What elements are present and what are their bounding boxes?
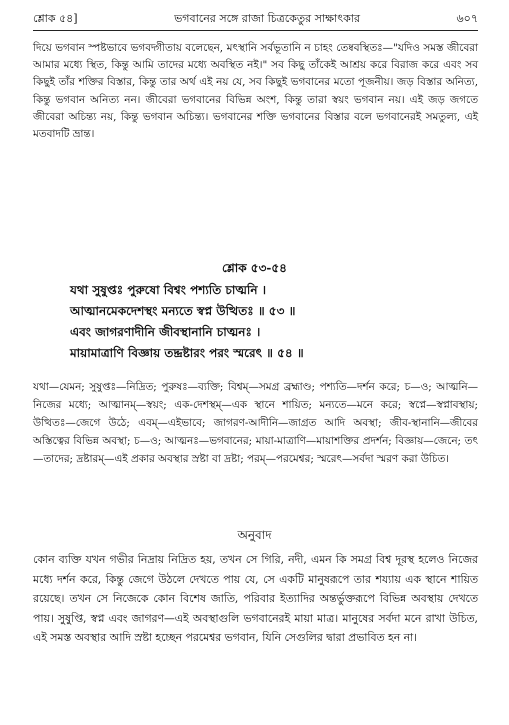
purport-paragraph: দিয়ে ভগবান স্পষ্টভাবে ভগবদ্গীতায় বলেছেন, মৎস্থানি সর্বভূতানি ন চাহং তেষ্ববস্থিতঃ—"যদিও সমস্ত জীবেরা আমার মধ্যে স্থিত, কিন্তু আমি তাদের মধ্যে অবস্থিত নই।" সব কিছু তাঁকেই আশ্রয় করে বিরাজ করে এবং সব কিছুই তাঁর শক্তির বিস্তার, কিন্তু তার অর্থ এই নয় যে, সব কিছুই ভগবানের মতো পূজনীয়। জড় বিস্তার অনিত্য, কিন্তু ভগবান অনিত্য নন। জীবেরা ভগবানের বিভিন্ন অংশ, কিন্তু তারা স্বয়ং ভগবান নয়। এই জড় জগতে জীবেরা অচিন্ত্য নয়, কিন্তু ভগবান অচিন্ত্য। ভগবানের শক্তি ভগবানের বিস্তার বলে ভগবানেরই সমতুল্য, এই মতবাদটি ভ্রান্ত। xyxy=(33,42,478,141)
translation-paragraph: কোন ব্যক্তি যখন গভীর নিদ্রায় নিদ্রিত হয়, তখন সে গিরি, নদী, এমন কি সমগ্র বিশ্ব দূরস্থ হলেও নিজের মধ্যে দর্শন করে, কিন্তু জেগে উঠলে দেখতে পায় যে, সে একটি মানুষরূপে তার শয্যায় এক স্থানে শায়িত রয়েছে। তখন সে নিজেকে কোন বিশেষ জাতি, পরিবার ইত্যাদির অন্তর্ভুক্তরূপে বিভিন্ন অবস্থায় দেখতে পায়। সুষুপ্তি, স্বপ্ন এবং জাগরণ—এই অবস্থাগুলি ভগবানেরই মায়া মাত্র। মানুষের সর্বদা মনে রাখা উচিত, এই সমস্ত অবস্থার আদি স্রষ্টা হচ্ছেন পরমেশ্বর ভগবান, যিনি সেগুলির দ্বারা প্রভাবিত হন না। xyxy=(33,553,478,644)
header-verse-ref: শ্লোক ৫৪] xyxy=(33,12,78,25)
page-number: ৬০৭ xyxy=(456,12,478,25)
sanskrit-verse xyxy=(70,280,479,364)
verse-line: আত্মানমেকদেশস্থং মন্যতে স্বপ্ন উত্থিতঃ ॥ ৫৩ ॥ xyxy=(70,304,296,318)
shloka-heading: শ্লোক ৫৩-৫৪ xyxy=(222,261,287,275)
verse-line: এবং জাগরণাদীনি জীবস্থানানি চাত্মনঃ । xyxy=(70,325,261,339)
verse-line: মায়ামাত্রাণি বিজ্ঞায় তদ্দ্রষ্টারং পরং স্মরেৎ ॥ ৫৪ ॥ xyxy=(70,346,304,360)
header-rule xyxy=(33,30,478,31)
running-header xyxy=(33,10,478,29)
verse-line: যথা সুষুপ্তঃ পুরুষো বিশ্বং পশ্যতি চাত্মনি । xyxy=(70,283,267,297)
word-synonyms: যথা—যেমন; সুষুপ্তঃ—নিদ্রিত; পুরুষঃ—ব্যক্তি; বিশ্বম্—সমগ্র ব্রহ্মাণ্ড; পশ্যতি—দর্শন করে; চ—ও; আত্মনি—নিজের মধ্যে; আত্মানম্—স্বয়ং; এক-দেশস্থম্—এক স্থানে শায়িত; মন্যতে—মনে করে; স্বপ্নে—স্বপ্নাবস্থায়; উত্থিতঃ—জেগে উঠে; এবম্—এইভাবে; জাগরণ-আদীনি—জাগ্রত আদি অবস্থা; জীব-স্থানানি—জীবের অস্তিত্বের বিভিন্ন অবস্থা; চ—ও; আত্মনঃ—ভগবানের; মায়া-মাত্রাণি—মায়াশক্তির প্রদর্শন; বিজ্ঞায়—জেনে; তৎ—তাদের; দ্রষ্টারম্—এই প্রকার অবস্থার স্রষ্টা বা দ্রষ্টা; পরম্—পরমেশ্বর; স্মরেৎ—সর্বদা স্মরণ করা উচিত। xyxy=(33,381,478,465)
translation-heading: অনুবাদ xyxy=(237,528,272,542)
chapter-title: ভগবানের সঙ্গে রাজা চিত্রকেতুর সাক্ষাৎকার xyxy=(174,12,361,25)
